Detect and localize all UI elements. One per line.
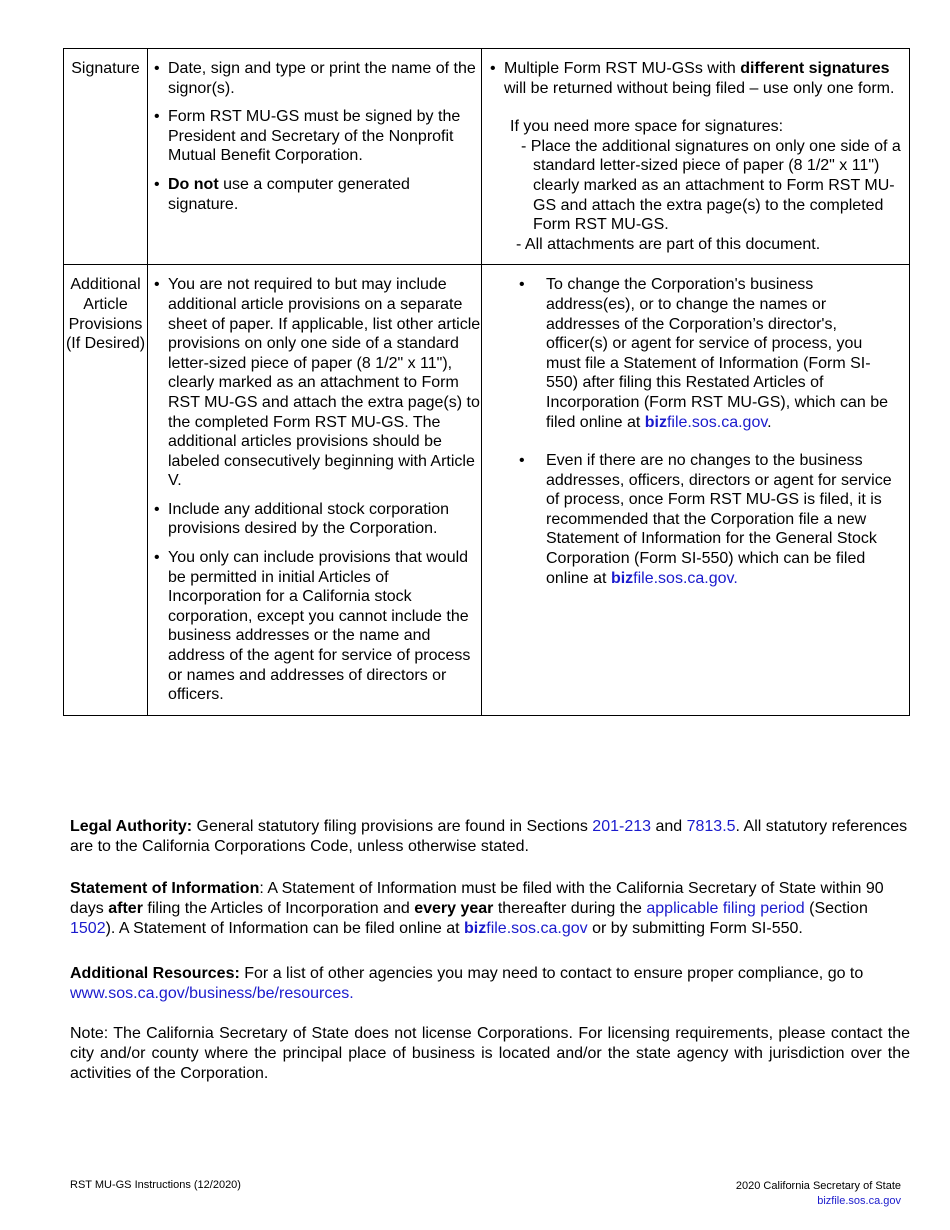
list-item: • Do not use a computer generated signature.	[154, 175, 481, 214]
bizfile-link[interactable]: bizfile.sos.ca.gov	[644, 413, 768, 431]
footer-bizfile-link[interactable]: bizfile.sos.ca.gov	[817, 1195, 901, 1207]
sections-201-213-link[interactable]: 201-213	[592, 818, 652, 835]
list-item: • Multiple Form RST MU-GSs with different signatures will be returned without being filed – use only one form.	[490, 59, 901, 98]
section-1502-link[interactable]: 1502	[70, 920, 106, 937]
signature-requirements	[148, 49, 482, 265]
dash-item: - All attachments are part of this document.	[516, 235, 821, 253]
row-label-signature: Signature	[64, 49, 148, 265]
list-item: • You are not required to but may include additional article provisions on a separate sheet of paper. If applicable, list other article provisions on only one side of a standard letter-sized piece of paper (8 1/2" x 11"), clearly marked as an attachment to Form RST MU-GS and attach the extra page(s) to the completed Form RST MU-GS. The additional articles provisions should be labeled consecutively beginning with Article V.	[154, 275, 481, 491]
more-space-heading: If you need more space for signatures:	[510, 118, 784, 136]
statement-of-information-paragraph: Statement of Information: A Statement of Information must be filed with the California Secretary of State within 90 days after filing the Articles of Incorporation and every year thereafter during the applicable filing period (Section 1502). A Statement of Information can be filed online at bizfile.sos.ca.gov or by submitting Form SI-550.	[70, 880, 884, 937]
list-item: • Include any additional stock corporation provisions desired by the Corporation.	[154, 500, 481, 539]
list-item: • Even if there are no changes to the business addresses, officers, directors or agent for service of process, once Form RST MU-GS is filed, it is recommended that the Corporation file a new Statement of Information for the General Stock Corporation (Form SI-550) which can be filed online at bizfile.sos.ca.gov.	[546, 451, 901, 588]
bizfile-link[interactable]: bizfile.sos.ca.gov	[464, 920, 588, 937]
list-item: • Date, sign and type or print the name of the signor(s).	[154, 59, 481, 98]
list-item: • Form RST MU-GS must be signed by the President and Secretary of the Nonprofit Mutual Benefit Corporation.	[154, 107, 481, 166]
section-7813-5-link[interactable]: 7813.5	[686, 818, 736, 835]
resources-link[interactable]: www.sos.ca.gov/business/be/resources.	[70, 985, 354, 1002]
list-item: • You only can include provisions that would be permitted in initial Articles of Incorporation for a California stock corporation, except you cannot include the business addresses or the name and address of the agent for service of process or names and addresses of directors or officers.	[154, 548, 481, 705]
instructions-table	[63, 48, 910, 716]
additional-provisions-requirements	[148, 265, 482, 715]
footer-publisher: 2020 California Secretary of State bizfile.sos.ca.gov	[735, 1180, 901, 1207]
dash-item: - Place the additional signatures on only one side of a standard letter-sized piece of paper (8 1/2" x 11") clearly marked as an attachment to Form RST MU-GS and attach the extra page(s) to the completed Form RST MU-GS.	[521, 137, 901, 234]
footer-form-id: RST MU-GS Instructions (12/2020)	[70, 1179, 241, 1191]
signature-row	[64, 49, 910, 265]
additional-resources-paragraph: Additional Resources: For a list of other agencies you may need to contact to ensure proper compliance, go to www.sos.ca.gov/business/be/resources.	[70, 965, 864, 1002]
signature-notes	[482, 49, 910, 265]
additional-provisions-row	[64, 265, 910, 715]
applicable-filing-period-link[interactable]: applicable filing period	[646, 900, 805, 917]
licensing-note: Note: The California Secretary of State does not license Corporations. For licensing requirements, please contact the city and/or county where the principal place of business is located and/or the state agency with jurisdiction over the activities of the Corporation.	[70, 1025, 910, 1082]
row-label-additional: Additional Article Provisions (If Desired)	[64, 265, 148, 715]
bizfile-link[interactable]: bizfile.sos.ca.gov	[610, 569, 734, 587]
legal-authority-paragraph: Legal Authority: General statutory filing provisions are found in Sections 201-213 and 7813.5. All statutory references are to the California Corporations Code, unless otherwise stated.	[70, 818, 908, 855]
additional-provisions-notes	[482, 265, 910, 715]
list-item: • To change the Corporation's business address(es), or to change the names or addresses of the Corporation’s director's, officer(s) or agent for service of process, you must file a Statement of Information (Form SI-550) after filing this Restated Articles of Incorporation (Form RST MU-GS), which can be filed online at bizfile.sos.ca.gov.	[546, 275, 901, 432]
